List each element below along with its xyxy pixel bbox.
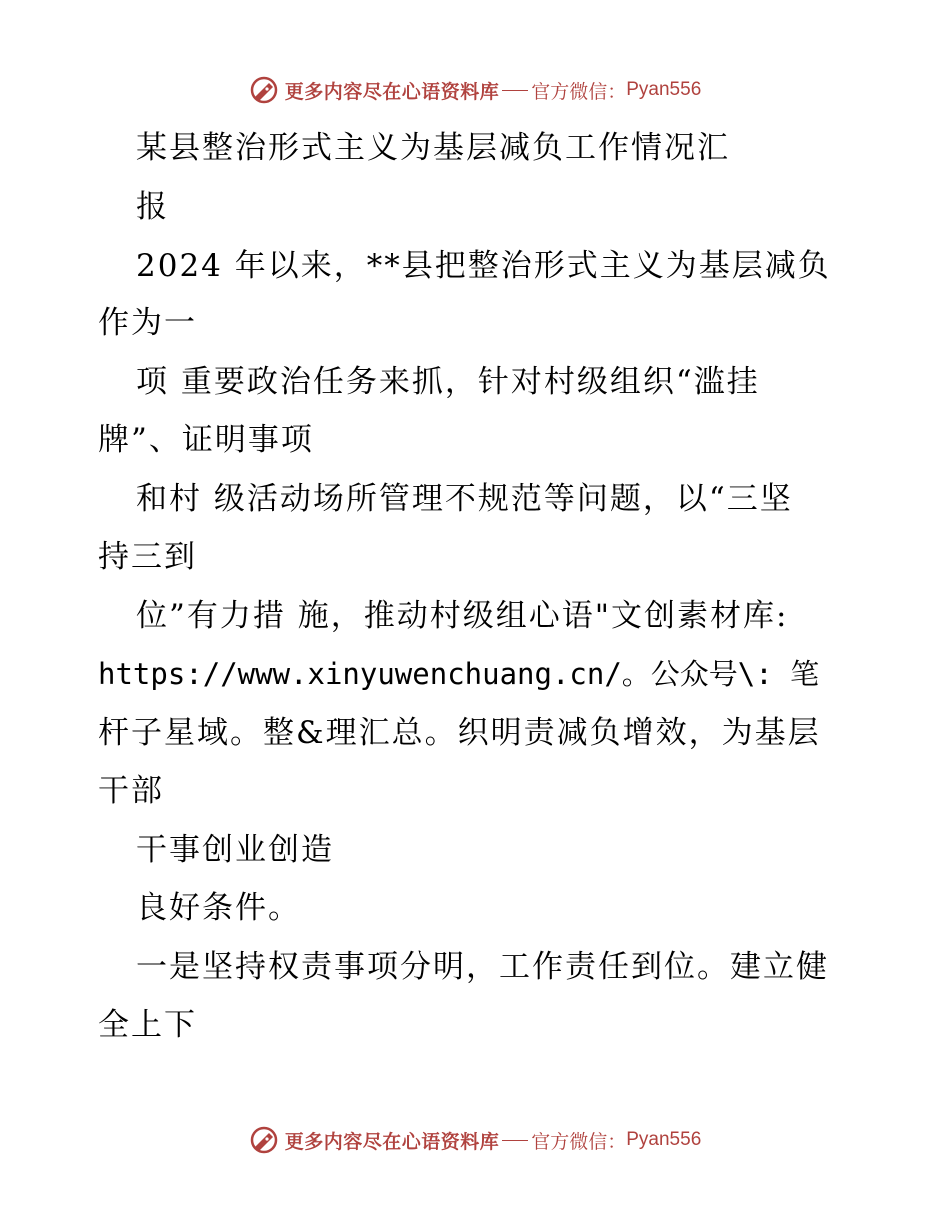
body-line: 全上下 xyxy=(98,1007,197,1043)
body-line: 和村 级活动场所管理不规范等问题，以“三坚 xyxy=(136,481,793,517)
body-line: 一是坚持权责事项分明，工作责任到位。建立健 xyxy=(136,949,829,985)
banner-text: 更多内容尽在心语资料库 xyxy=(284,1130,500,1153)
banner-id: Pyan556 xyxy=(626,1129,702,1150)
pen-nib-logo-icon xyxy=(249,1125,279,1155)
pen-nib-logo-icon xyxy=(249,75,279,105)
body-line: 持三到 xyxy=(98,539,197,575)
banner-divider xyxy=(502,90,528,91)
body-line: 干部 xyxy=(98,773,164,809)
banner-id: Pyan556 xyxy=(626,79,702,100)
banner-text: 更多内容尽在心语资料库 xyxy=(284,80,500,103)
body-line: 干事创业创造 xyxy=(136,832,334,868)
body-line: 作为一 xyxy=(98,305,197,341)
body-line: 项 重要政治任务来抓，针对村级组织“滥挂 xyxy=(136,364,760,400)
banner-label: 官方微信： xyxy=(531,80,627,103)
body-line: 良好条件。 xyxy=(136,890,301,926)
body-line: https://www.xinyuwenchuang.cn/。公众号\: 笔 xyxy=(98,657,820,691)
banner-divider xyxy=(502,1140,528,1141)
banner-label: 官方微信： xyxy=(531,1130,627,1153)
body-line: 报 xyxy=(136,189,169,225)
body-line: 位”有力措 施，推动村级组心语"文创素材库: xyxy=(136,598,789,634)
header-banner xyxy=(0,70,950,110)
body-line: 杆子星域。整&理汇总。织明责减负增效，为基层 xyxy=(98,715,821,751)
body-line: 某县整治形式主义为基层减负工作情况汇 xyxy=(136,130,730,166)
footer-banner xyxy=(0,1120,950,1160)
body-line: 2024 年以来，**县把整治形式主义为基层减负 xyxy=(136,248,831,284)
body-line: 牌”、证明事项 xyxy=(98,422,314,458)
